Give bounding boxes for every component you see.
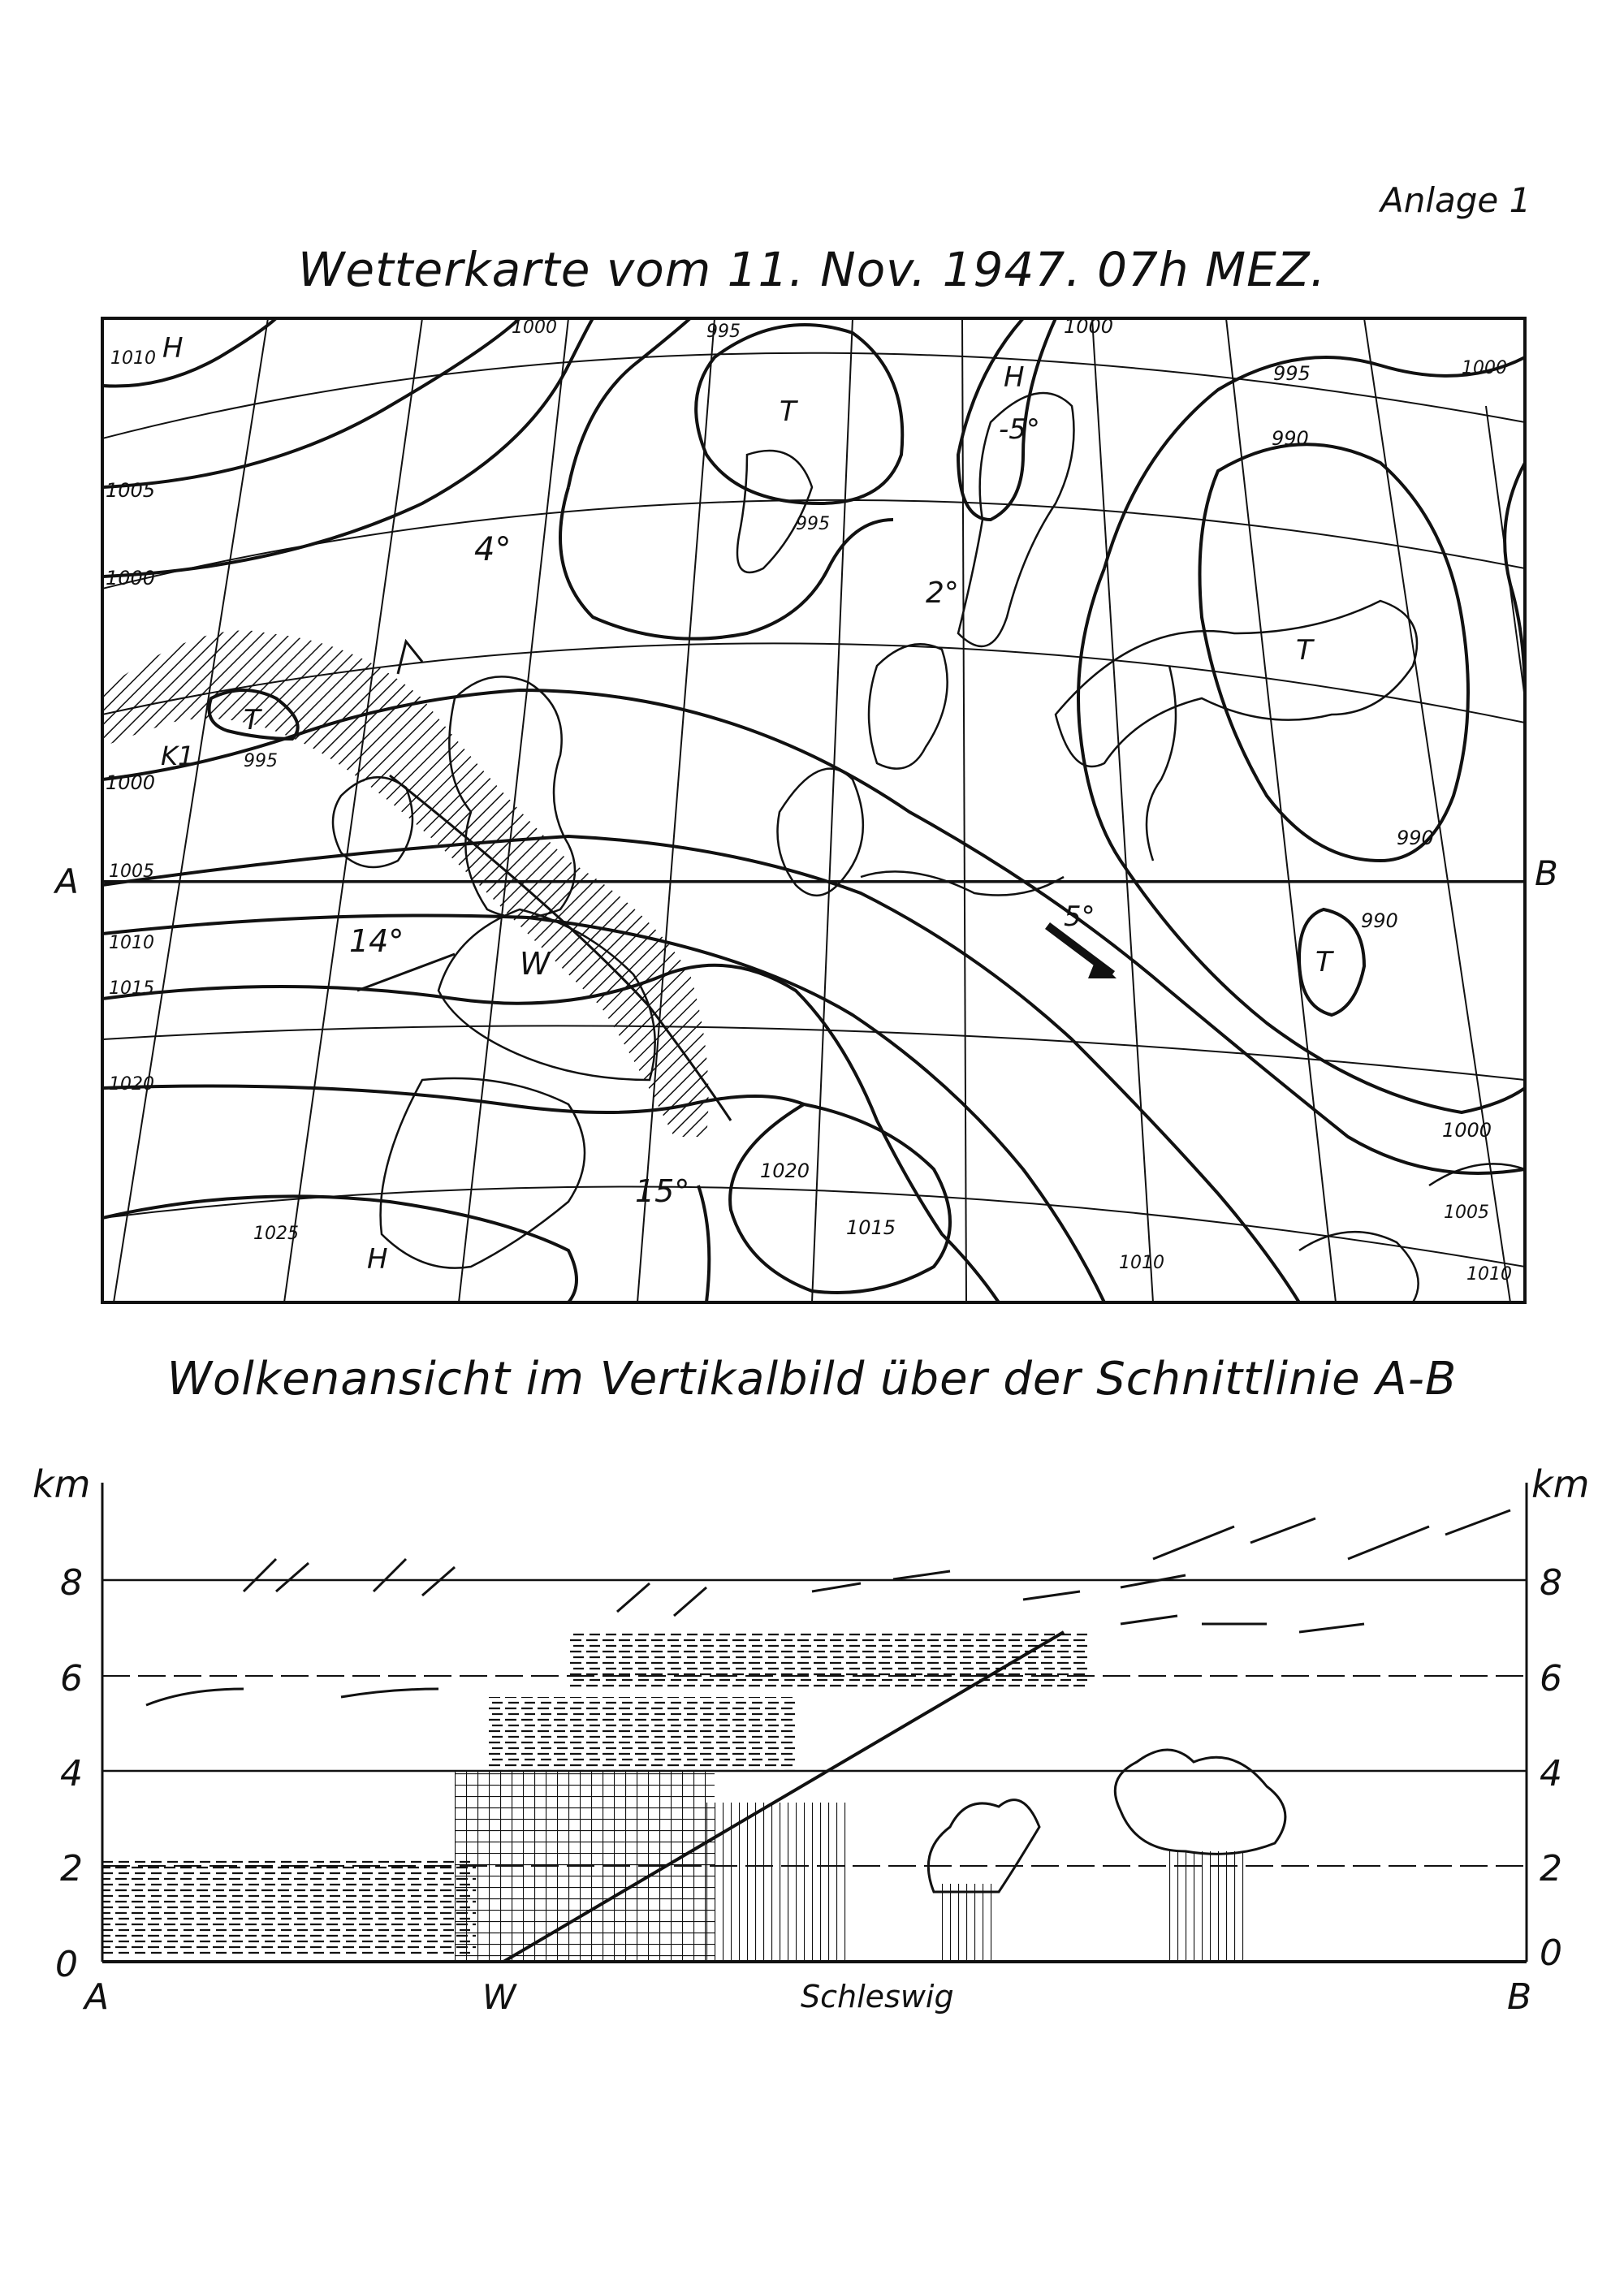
x-label-start: A: [84, 1976, 110, 2018]
parallel-grid: [102, 353, 1525, 1267]
isobar-label: 1005: [1444, 1203, 1489, 1223]
temperature-label: 14°: [349, 923, 404, 959]
y-axis-unit-left: km: [32, 1462, 91, 1506]
temperature-label: 5°: [1064, 900, 1095, 933]
y-tick-8-left: 8: [60, 1562, 83, 1604]
section-end-label: B: [1535, 853, 1558, 893]
map-frame: [102, 318, 1525, 1302]
pressure-center-label: H: [367, 1243, 388, 1276]
map-labels: [53, 315, 1558, 1285]
y-tick-2-right: 2: [1540, 1848, 1562, 1889]
isobar-label: 995: [706, 322, 741, 342]
temperature-label: 4°: [474, 531, 512, 568]
cumulonimbus-cloud: [1115, 1750, 1285, 1854]
annex-label: Anlage 1: [1380, 180, 1531, 220]
isobar-label: 1010: [1119, 1253, 1164, 1273]
y-tick-8-right: 8: [1540, 1562, 1562, 1604]
cloud-section: [102, 1483, 1527, 1962]
isobar-label: 990: [1272, 427, 1309, 450]
y-tick-0-left: 0: [55, 1944, 78, 1985]
isobar-label: 995: [244, 751, 278, 771]
x-label-front: W: [482, 1977, 516, 2017]
y-tick-0-right: 0: [1540, 1932, 1562, 1974]
cumulus-cloud: [928, 1800, 1039, 1892]
stratus-layer: [102, 1859, 476, 1957]
meridian-grid: [114, 318, 1525, 1302]
isobar-label: 1005: [109, 861, 154, 882]
isobar-label: 1020: [760, 1159, 810, 1182]
isobar-label: 995: [1273, 362, 1311, 385]
pressure-center-label: T: [1315, 946, 1332, 978]
isobar-label: 995: [796, 514, 830, 534]
isobar-label: 1000: [106, 771, 156, 794]
x-label-end: B: [1507, 1976, 1532, 2018]
isobar-label: 1010: [110, 348, 156, 369]
pressure-center-label: T: [780, 395, 797, 428]
isobar-label: 990: [1361, 909, 1398, 932]
isobar-label: 1000: [1442, 1119, 1492, 1142]
isobar-label: 1005: [106, 479, 156, 502]
pressure-center-label: H: [162, 332, 184, 365]
y-tick-2-left: 2: [60, 1848, 83, 1889]
temperature-label: 15°: [635, 1173, 690, 1209]
section-start-label: A: [55, 861, 79, 901]
isobar-label: 1010: [1466, 1264, 1512, 1285]
x-label-town: Schleswig: [801, 1979, 954, 2014]
section-title: Wolkenansicht im Vertikalbild über der Schnittlinie A-B: [166, 1353, 1458, 1406]
y-tick-4-right: 4: [1540, 1753, 1562, 1794]
low-pressure-label: K1: [161, 741, 195, 771]
map-title: Wetterkarte vom 11. Nov. 1947. 07h MEZ.: [298, 242, 1326, 297]
isobar-label: 1000: [1064, 315, 1114, 338]
isobar-label: 1000: [1462, 358, 1507, 378]
isobars: [102, 318, 1525, 1302]
y-tick-6-right: 6: [1540, 1658, 1562, 1699]
temperature-label: 2°: [926, 576, 959, 610]
cirrostratus-layer: [568, 1632, 1088, 1689]
isobar-label: 1000: [512, 317, 557, 338]
isobar-label: 1000: [106, 567, 156, 589]
isobar-label: 1010: [109, 933, 154, 953]
isobar-label: 1025: [253, 1224, 299, 1244]
isobar-label: 1015: [846, 1216, 896, 1239]
showers: [706, 1803, 853, 1962]
isobar-label: 1015: [109, 978, 154, 999]
rain-zone: [455, 1770, 715, 1962]
pressure-center-label: H: [1004, 361, 1025, 394]
pressure-center-label: T: [1296, 634, 1313, 667]
pressure-center-label: T: [244, 704, 261, 736]
altostratus-layer: [487, 1697, 796, 1770]
warm-front-label: W: [520, 946, 551, 982]
temperature-label: -5°: [999, 413, 1040, 446]
isobar-label: 990: [1397, 827, 1434, 849]
y-axis-unit-right: km: [1531, 1462, 1590, 1506]
isobar-label: 1020: [109, 1074, 154, 1095]
y-tick-4-left: 4: [60, 1753, 83, 1794]
y-tick-6-left: 6: [60, 1658, 83, 1699]
